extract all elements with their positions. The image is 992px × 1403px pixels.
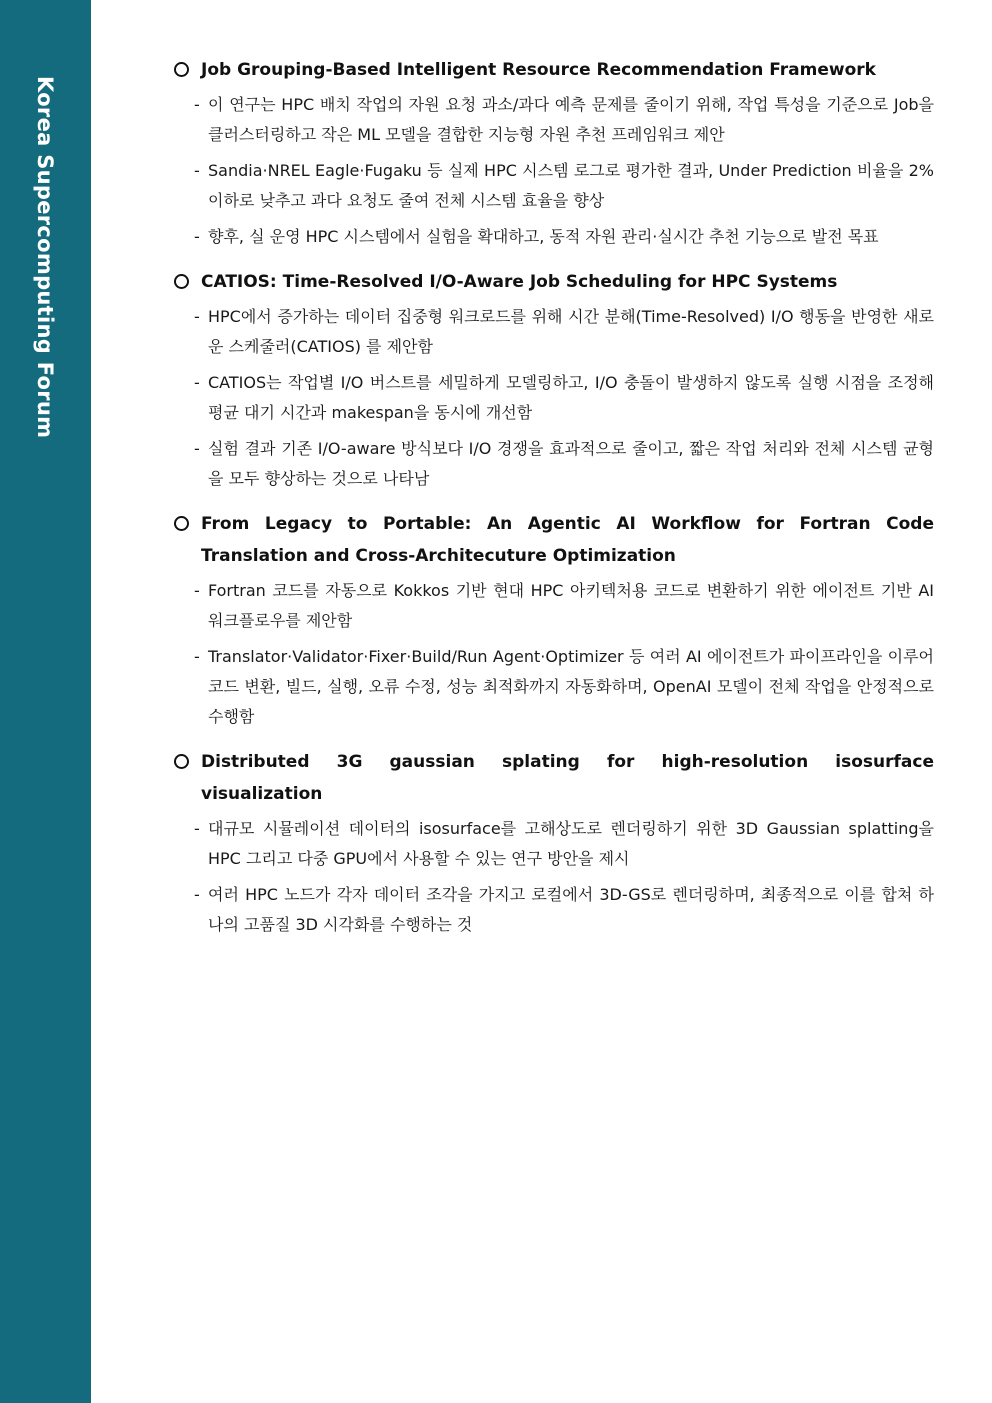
list-item: - 이 연구는 HPC 배치 작업의 자원 요청 과소/과다 예측 문제를 줄이기 위해, 작업 특성을 기준으로 Job을 클러스터링하고 작은 ML 모델을 결합한 지능형 자원 추천 프레임워크 제안: [174, 90, 934, 150]
section-items: [174, 576, 934, 732]
list-item: - 대규모 시뮬레이션 데이터의 isosurface를 고해상도로 렌더링하기 위한 3D Gaussian splatting을 HPC 그리고 다중 GPU에서 사용할 수 있는 연구 방안을 제시: [174, 814, 934, 874]
page-content: [174, 54, 934, 954]
section-items: [174, 814, 934, 940]
section-catios: [174, 266, 934, 494]
section-heading-text: CATIOS: Time-Resolved I/O-Aware Job Scheduling for HPC Systems: [201, 272, 838, 292]
list-item: - Sandia·NREL Eagle·Fugaku 등 실제 HPC 시스템 로그로 평가한 결과, Under Prediction 비율을 2% 이하로 낮추고 과다 요청도 줄여 전체 시스템 효율을 향상: [174, 156, 934, 216]
list-item: - Fortran 코드를 자동으로 Kokkos 기반 현대 HPC 아키텍처용 코드로 변환하기 위한 에이전트 기반 AI 워크플로우를 제안함: [174, 576, 934, 636]
list-item: - Translator·Validator·Fixer·Build/Run Agent·Optimizer 등 여러 AI 에이전트가 파이프라인을 이루어 코드 변환, 빌드, 실행, 오류 수정, 성능 최적화까지 자동화하며, OpenAI 모델이 전체 작업을 안정적으로 수행함: [174, 642, 934, 732]
section-heading: [174, 746, 934, 810]
section-heading-text: From Legacy to Portable: An Agentic AI Workflow for Fortran Code Translation and Cross-Architecuture Optimization: [201, 514, 934, 566]
section-items: [174, 90, 934, 252]
list-item: - HPC에서 증가하는 데이터 집중형 워크로드를 위해 시간 분해(Time-Resolved) I/O 행동을 반영한 새로운 스케줄러(CATIOS) 를 제안함: [174, 302, 934, 362]
sidebar-title: Korea Supercomputing Forum: [33, 76, 57, 439]
section-heading-text: Distributed 3G gaussian splating for high-resolution isosurface visualization: [201, 752, 934, 804]
circle-bullet-icon: [174, 516, 189, 531]
circle-bullet-icon: [174, 274, 189, 289]
list-item: - CATIOS는 작업별 I/O 버스트를 세밀하게 모델링하고, I/O 충돌이 발생하지 않도록 실행 시점을 조정해 평균 대기 시간과 makespan을 동시에 개선함: [174, 368, 934, 428]
section-heading: [174, 508, 934, 572]
section-job-grouping: [174, 54, 934, 252]
circle-bullet-icon: [174, 62, 189, 77]
list-item: - 향후, 실 운영 HPC 시스템에서 실험을 확대하고, 동적 자원 관리·실시간 추천 기능으로 발전 목표: [174, 222, 934, 252]
list-item: - 여러 HPC 노드가 각자 데이터 조각을 가지고 로컬에서 3D-GS로 렌더링하며, 최종적으로 이를 합쳐 하나의 고품질 3D 시각화를 수행하는 것: [174, 880, 934, 940]
section-legacy-to-portable: [174, 508, 934, 732]
section-items: [174, 302, 934, 494]
section-heading-text: Job Grouping-Based Intelligent Resource Recommendation Framework: [201, 60, 876, 80]
section-gaussian-splatting: [174, 746, 934, 940]
sidebar: [0, 0, 91, 1403]
list-item: - 실험 결과 기존 I/O-aware 방식보다 I/O 경쟁을 효과적으로 줄이고, 짧은 작업 처리와 전체 시스템 균형을 모두 향상하는 것으로 나타남: [174, 434, 934, 494]
circle-bullet-icon: [174, 754, 189, 769]
section-heading: [174, 266, 934, 298]
section-heading: [174, 54, 934, 86]
